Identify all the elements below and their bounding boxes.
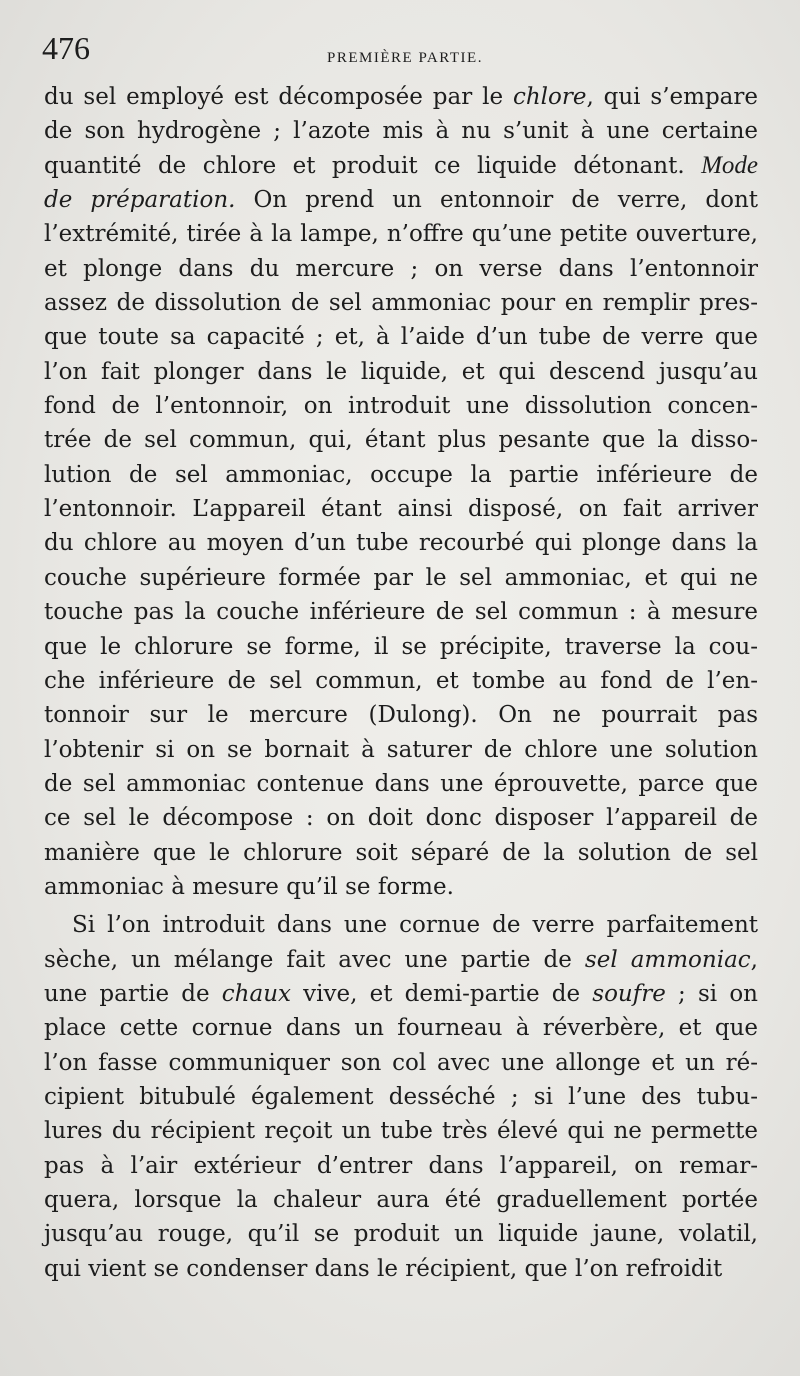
- text-line: [44, 595, 758, 629]
- text-line: [44, 114, 758, 148]
- text-line: [44, 767, 758, 801]
- text-line: [44, 423, 758, 457]
- text-line: [44, 630, 758, 664]
- text-run: sèche, un mélange fait avec une partie de: [44, 946, 585, 973]
- text-line: [44, 733, 758, 767]
- text-run: touche pas la couche inférieure de sel commun : à mesure: [44, 599, 758, 626]
- text-run: de sel ammoniac contenue dans une éprouvette, parce que: [44, 770, 758, 797]
- text-run: lures du récipient reçoit un tube très élevé qui ne permette: [44, 1118, 758, 1145]
- text-line: [44, 320, 758, 354]
- text-run: vive, et demi-partie de: [290, 980, 593, 1007]
- text-line: [44, 836, 758, 870]
- italic-run: de préparation.: [44, 187, 236, 214]
- text-run: On prend un entonnoir de verre, dont: [235, 187, 759, 214]
- text-line: [44, 286, 758, 320]
- text-line: [44, 698, 758, 732]
- text-line: [44, 217, 758, 251]
- text-run: du sel employé est décomposée par le: [44, 84, 513, 110]
- text-run: ce sel le décompose : on doit donc disposer l’appareil de: [44, 805, 758, 832]
- text-line: [44, 561, 758, 595]
- text-line: [44, 870, 758, 904]
- text-run: l’on fasse communiquer son col avec une allonge et un ré-: [44, 1049, 758, 1076]
- text-run: et plonge dans du mercure ; on verse dans l’entonnoir: [44, 255, 758, 282]
- italic-run: chaux: [221, 980, 291, 1007]
- text-run: couche supérieure formée par le sel ammoniac, et qui ne: [44, 564, 758, 591]
- italic-run: sel ammoniac: [584, 946, 751, 973]
- text-line: [44, 908, 758, 942]
- text-run: lution de sel ammoniac, occupe la partie inférieure de: [44, 461, 758, 488]
- text-run: que le chlorure se forme, il se précipite, traverse la cou-: [44, 633, 758, 660]
- text-run: l’on fait plonger dans le liquide, et qui descend jusqu’au: [44, 358, 758, 385]
- text-line: [44, 252, 758, 286]
- text-line: [44, 492, 758, 526]
- text-line: [44, 1046, 758, 1080]
- text-run: que toute sa capacité ; et, à l’aide d’un tube de verre que: [44, 324, 758, 351]
- text-run: , qui s’empare: [586, 84, 758, 110]
- text-line: [44, 1252, 758, 1286]
- text-run: qui vient se condenser dans le récipient, que l’on refroidit: [44, 1255, 723, 1282]
- text-line: [44, 1080, 758, 1114]
- text-run: de son hydrogène ; l’azote mis à nu s’unit à une certaine: [44, 118, 758, 145]
- text-run: une partie de: [44, 980, 222, 1007]
- text-run: ,: [750, 946, 758, 973]
- text-line: [44, 80, 758, 114]
- text-run: l’obtenir si on se bornait à saturer de chlore une solution: [44, 736, 758, 763]
- text-run: fond de l’entonnoir, on introduit une dissolution concen-: [44, 393, 758, 420]
- page-number: 476: [42, 30, 90, 66]
- italic-run: Mode: [701, 151, 758, 179]
- text-run: ; si on: [665, 980, 758, 1007]
- text-run: du chlore au moyen d’un tube recourbé qui plonge dans la: [44, 530, 758, 557]
- text-line: [44, 1011, 758, 1045]
- text-run: quantité de chlore et produit ce liquide détonant.: [44, 152, 702, 179]
- text-line: [44, 1183, 758, 1217]
- text-run: pas à l’air extérieur d’entrer dans l’appareil, on remar-: [44, 1152, 758, 1179]
- body-text: [44, 80, 758, 1286]
- text-line: [44, 664, 758, 698]
- text-run: cipient bitubulé également desséché ; si l’une des tubu-: [44, 1083, 758, 1110]
- text-line: [44, 977, 758, 1011]
- text-line: [44, 1114, 758, 1148]
- italic-run: chlore: [512, 84, 587, 110]
- text-line: [44, 1217, 758, 1251]
- text-run: assez de dissolution de sel ammoniac pour en remplir pres-: [44, 290, 758, 317]
- text-run: ammoniac à mesure qu’il se forme.: [44, 873, 454, 900]
- text-run: tonnoir sur le mercure (Dulong). On ne pourrait pas: [44, 702, 758, 729]
- paragraph: [44, 908, 758, 1286]
- text-run: trée de sel commun, qui, étant plus pesante que la disso-: [44, 427, 758, 454]
- text-line: [44, 1149, 758, 1183]
- text-run: quera, lorsque la chaleur aura été graduellement portée: [44, 1187, 758, 1213]
- paragraph: [44, 80, 758, 904]
- text-line: [44, 149, 758, 183]
- italic-run: soufre: [592, 980, 666, 1007]
- text-run: che inférieure de sel commun, et tombe au fond de l’en-: [44, 667, 758, 694]
- text-line: [44, 183, 758, 217]
- text-line: [44, 801, 758, 835]
- text-line: [44, 526, 758, 560]
- text-line: [44, 389, 758, 423]
- text-run: manière que le chlorure soit séparé de la solution de sel: [44, 839, 758, 866]
- text-run: l’extrémité, tirée à la lampe, n’offre qu’une petite ouverture,: [44, 221, 758, 248]
- text-run: jusqu’au rouge, qu’il se produit un liquide jaune, volatil,: [44, 1221, 758, 1248]
- text-run: place cette cornue dans un fourneau à réverbère, et que: [44, 1015, 758, 1042]
- text-run: Si l’on introduit dans une cornue de verre parfaitement: [72, 912, 758, 939]
- text-line: [44, 943, 758, 977]
- text-line: [44, 355, 758, 389]
- running-head: PREMIÈRE PARTIE.: [327, 50, 483, 66]
- text-line: [44, 458, 758, 492]
- text-run: l’entonnoir. L’appareil étant ainsi disposé, on fait arriver: [44, 496, 758, 523]
